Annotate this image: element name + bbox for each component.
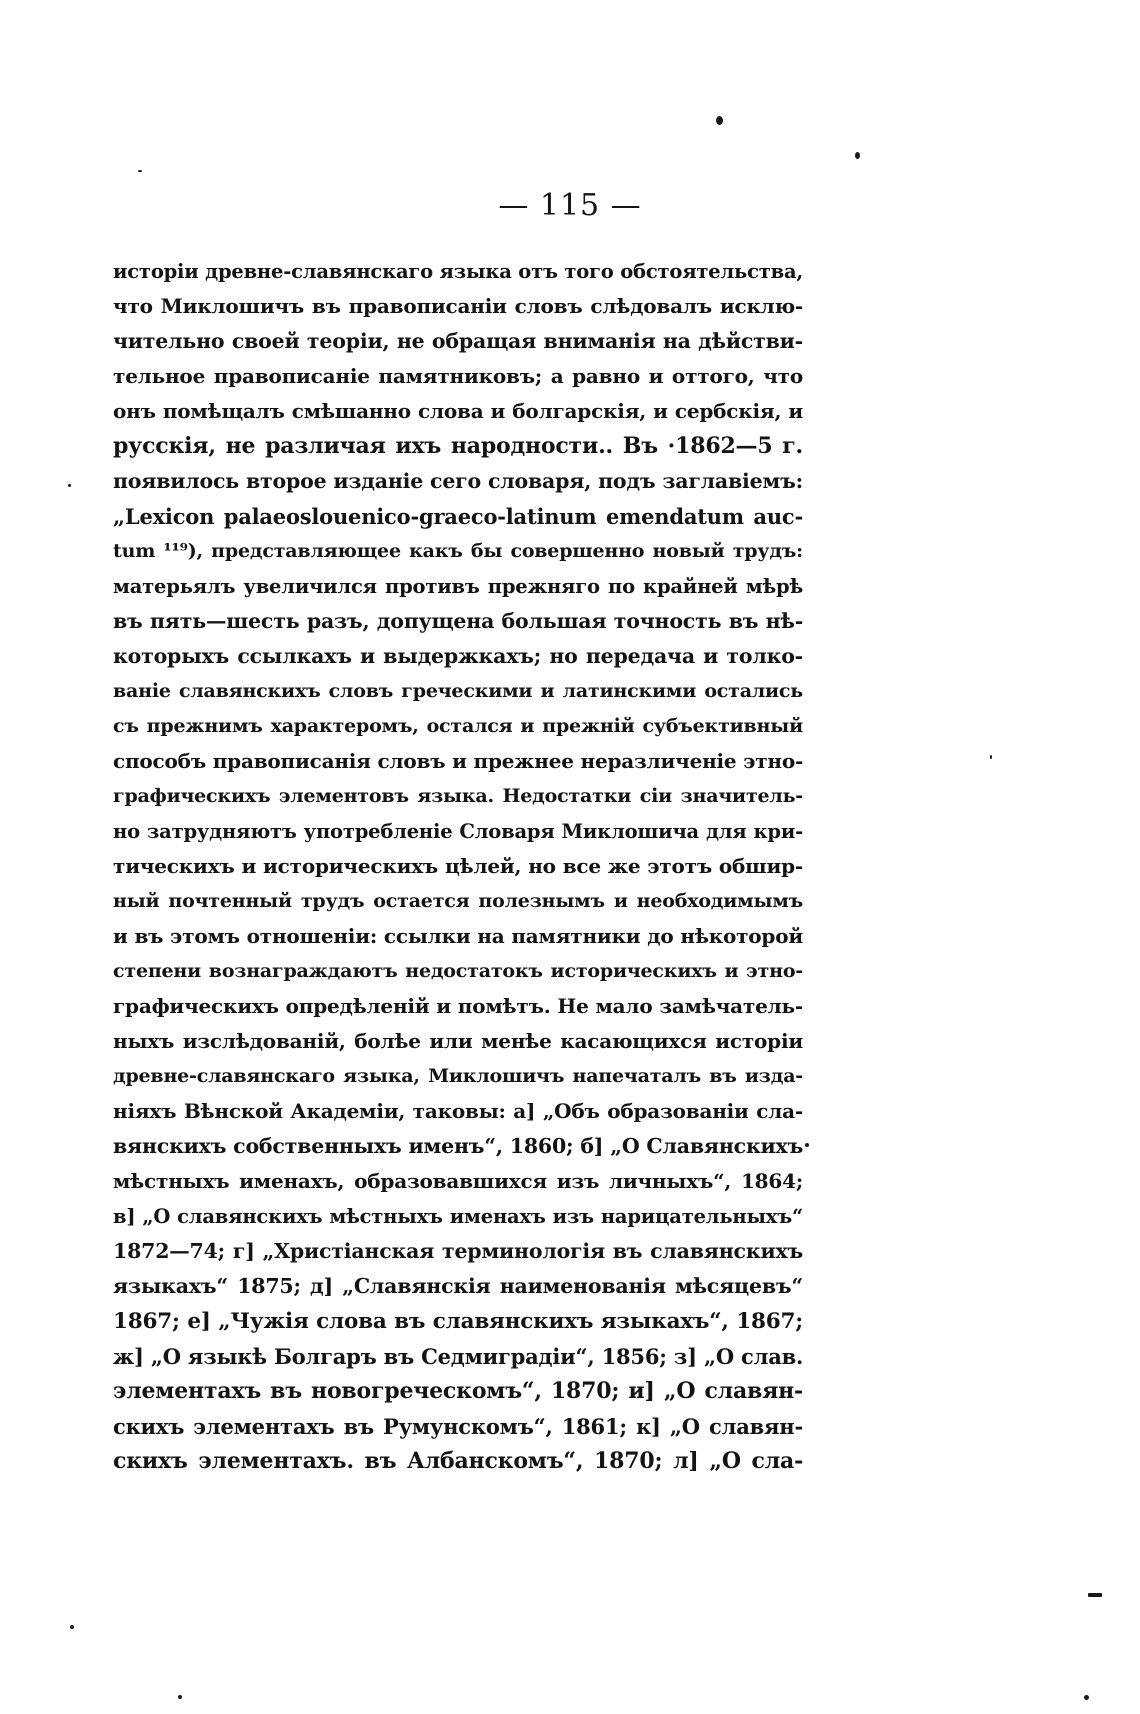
text-line: в] „О славянскихъ мѣстныхъ именахъ изъ нарицательныхъ“	[113, 1205, 803, 1228]
text-line: онъ помѣщалъ смѣшанно слова и болгарскія, и сербскія, и	[113, 399, 803, 423]
scan-speck	[990, 755, 992, 759]
text-line: степени вознаграждаютъ недостатокъ историческихъ и этно-	[113, 960, 803, 982]
scan-speck	[716, 116, 723, 125]
text-line: „Lexicon palaeoslouenico-graeco-latinum emendatum auc-	[113, 504, 803, 529]
text-line: 1867; е] „Чужія слова въ славянскихъ языкахъ“, 1867;	[113, 1309, 803, 1334]
scan-speck	[138, 170, 142, 172]
text-line: 1872—74; г] „Христіанская терминологія въ славянскихъ	[113, 1239, 803, 1263]
text-line: скихъ элементахъ въ Румунскомъ“, 1861; к] „О славян-	[113, 1414, 803, 1439]
text-line: матерьялъ увеличился противъ прежняго по крайней мѣрѣ	[113, 575, 803, 598]
text-line: tum ¹¹⁹), представляющее какъ бы совершенно новый трудъ:	[113, 540, 803, 562]
text-line: языкахъ“ 1875; д] „Славянскія наименованія мѣсяцевъ“	[113, 1274, 803, 1298]
scan-speck	[1088, 1593, 1102, 1597]
scan-speck	[178, 1695, 182, 1699]
text-line: ж] „О языкѣ Болгаръ въ Седмиградіи“, 1856; з] „О слав.	[113, 1344, 804, 1369]
text-line: ніяхъ Вѣнской Академіи, таковы: а] „Объ образованіи сла-	[113, 1099, 803, 1123]
text-line: ныхъ изслѣдованій, болѣе или менѣе касающихся исторіи	[113, 1029, 803, 1053]
text-line: ваніе славянскихъ словъ греческими и латинскими остались	[113, 680, 803, 702]
text-line: и въ этомъ отношеніи: ссылки на памятники до нѣкоторой	[113, 924, 803, 948]
text-line: съ прежнимъ характеромъ, остался и прежній субъективный	[113, 715, 803, 737]
text-line: появилось второе изданіе сего словаря, подъ заглавіемъ:	[113, 469, 803, 493]
text-line: исторіи древне-славянскаго языка отъ того обстоятельства,	[113, 260, 803, 283]
text-line: графическихъ элементовъ языка. Недостатки сіи значитель-	[113, 785, 803, 807]
text-line: древне-славянскаго языка, Миклошичъ напечаталъ въ изда-	[113, 1065, 803, 1087]
text-line: русскія, не различая ихъ народности.. Въ ·1862—5 г.	[113, 433, 803, 459]
scan-speck	[70, 1625, 74, 1629]
text-line: тельное правописаніе памятниковъ; а равно и оттого, что	[113, 364, 803, 388]
text-line: но затрудняютъ употребленіе Словаря Миклошича для кри-	[113, 820, 803, 843]
text-line: скихъ элементахъ. въ Албанскомъ“, 1870; л] „О сла-	[113, 1448, 803, 1474]
text-line: тическихъ и историческихъ цѣлей, но все же этотъ обшир-	[113, 854, 803, 878]
text-line: вянскихъ собственныхъ именъ“, 1860; б] „О Славянскихъ	[113, 1134, 804, 1158]
text-line: которыхъ ссылкахъ и выдержкахъ; но передача и толко-	[113, 644, 803, 668]
page-number: — 115 —	[498, 188, 642, 223]
text-line: въ пять—шесть разъ, допущена большая точность въ нѣ-	[113, 609, 803, 633]
text-line: ный почтенный трудъ остается полезнымъ и необходимымъ	[113, 890, 803, 912]
text-line: мѣстныхъ именахъ, образовавшихся изъ личныхъ“, 1864;	[113, 1169, 803, 1193]
text-line: графическихъ опредѣленій и помѣтъ. Не мало замѣчатель-	[113, 994, 803, 1018]
scan-speck	[855, 152, 860, 159]
scan-speck	[1084, 1695, 1089, 1700]
text-line: способъ правописанія словъ и прежнее неразличеніе этно-	[113, 749, 804, 773]
text-line: что Миклошичъ въ правописаніи словъ слѣдовалъ исклю-	[113, 294, 803, 318]
text-line: элементахъ въ новогреческомъ“, 1870; и] „О славян-	[113, 1378, 803, 1404]
text-line: чительно своей теоріи, не обращая вниманія на дѣйстви-	[113, 329, 803, 353]
body-text	[113, 254, 803, 1479]
scan-speck	[805, 1143, 809, 1147]
scan-speck	[68, 484, 71, 487]
